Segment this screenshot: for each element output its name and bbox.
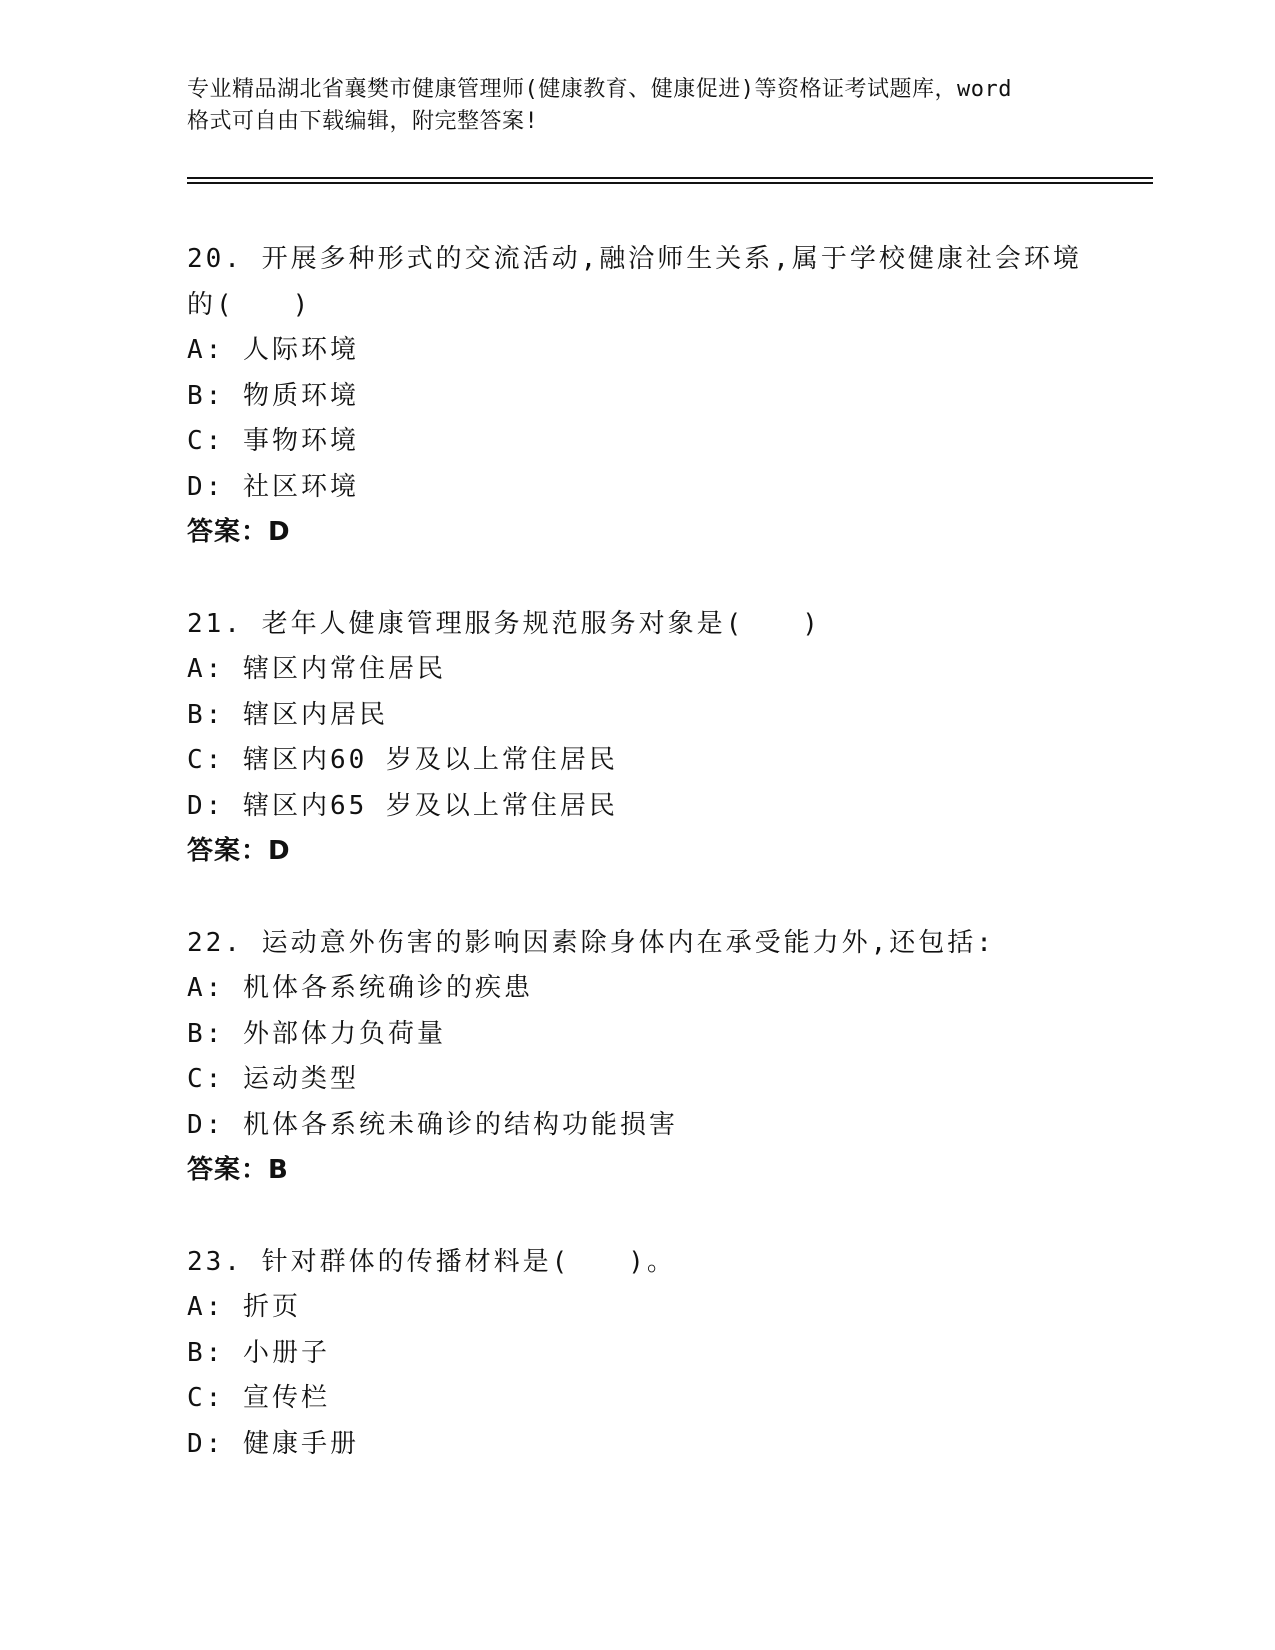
option-a: A: 机体各系统确诊的疾患 (187, 973, 533, 1003)
answer: 答案：B (187, 1155, 289, 1185)
option-c: C: 事物环境 (187, 426, 359, 456)
answer: 答案：D (187, 517, 291, 547)
option-a: A: 辖区内常住居民 (187, 654, 446, 684)
option-b: B: 辖区内居民 (187, 699, 388, 730)
document-header (187, 74, 1087, 138)
option-c: C: 运动类型 (187, 1064, 359, 1094)
question-list (187, 237, 1153, 1513)
question-stem: 23. 针对群体的传播材料是( )。 (187, 1246, 676, 1277)
question-21 (187, 602, 1153, 875)
option-d: D: 机体各系统未确诊的结构功能损害 (187, 1109, 678, 1140)
option-b: B: 外部体力负荷量 (187, 1018, 446, 1049)
option-d: D: 健康手册 (187, 1428, 359, 1459)
question-stem: 21. 老年人健康管理服务规范服务对象是( ) (187, 608, 821, 639)
answer: 答案：D (187, 836, 291, 866)
header-line-2: 格式可自由下载编辑，附完整答案! (187, 109, 539, 134)
question-22 (187, 921, 1153, 1194)
option-b: B: 物质环境 (187, 380, 359, 411)
option-a: A: 折页 (187, 1292, 301, 1322)
option-c: C: 宣传栏 (187, 1383, 330, 1413)
header-line-1: 专业精品湖北省襄樊市健康管理师(健康教育、健康促进)等资格证考试题库，word (187, 77, 1012, 102)
option-d: D: 辖区内65 岁及以上常住居民 (187, 790, 618, 821)
question-stem-continued: 的( ) (187, 289, 312, 320)
option-c: C: 辖区内60 岁及以上常住居民 (187, 745, 618, 775)
header-divider-top (187, 177, 1153, 179)
option-b: B: 小册子 (187, 1337, 330, 1368)
question-20 (187, 237, 1153, 556)
option-d: D: 社区环境 (187, 471, 359, 502)
question-stem: 20. 开展多种形式的交流活动,融洽师生关系,属于学校健康社会环境 (187, 244, 1082, 274)
option-a: A: 人际环境 (187, 335, 359, 365)
question-23 (187, 1240, 1153, 1468)
question-stem: 22. 运动意外伤害的影响因素除身体内在承受能力外,还包括: (187, 927, 995, 958)
header-divider-bottom (187, 182, 1153, 184)
